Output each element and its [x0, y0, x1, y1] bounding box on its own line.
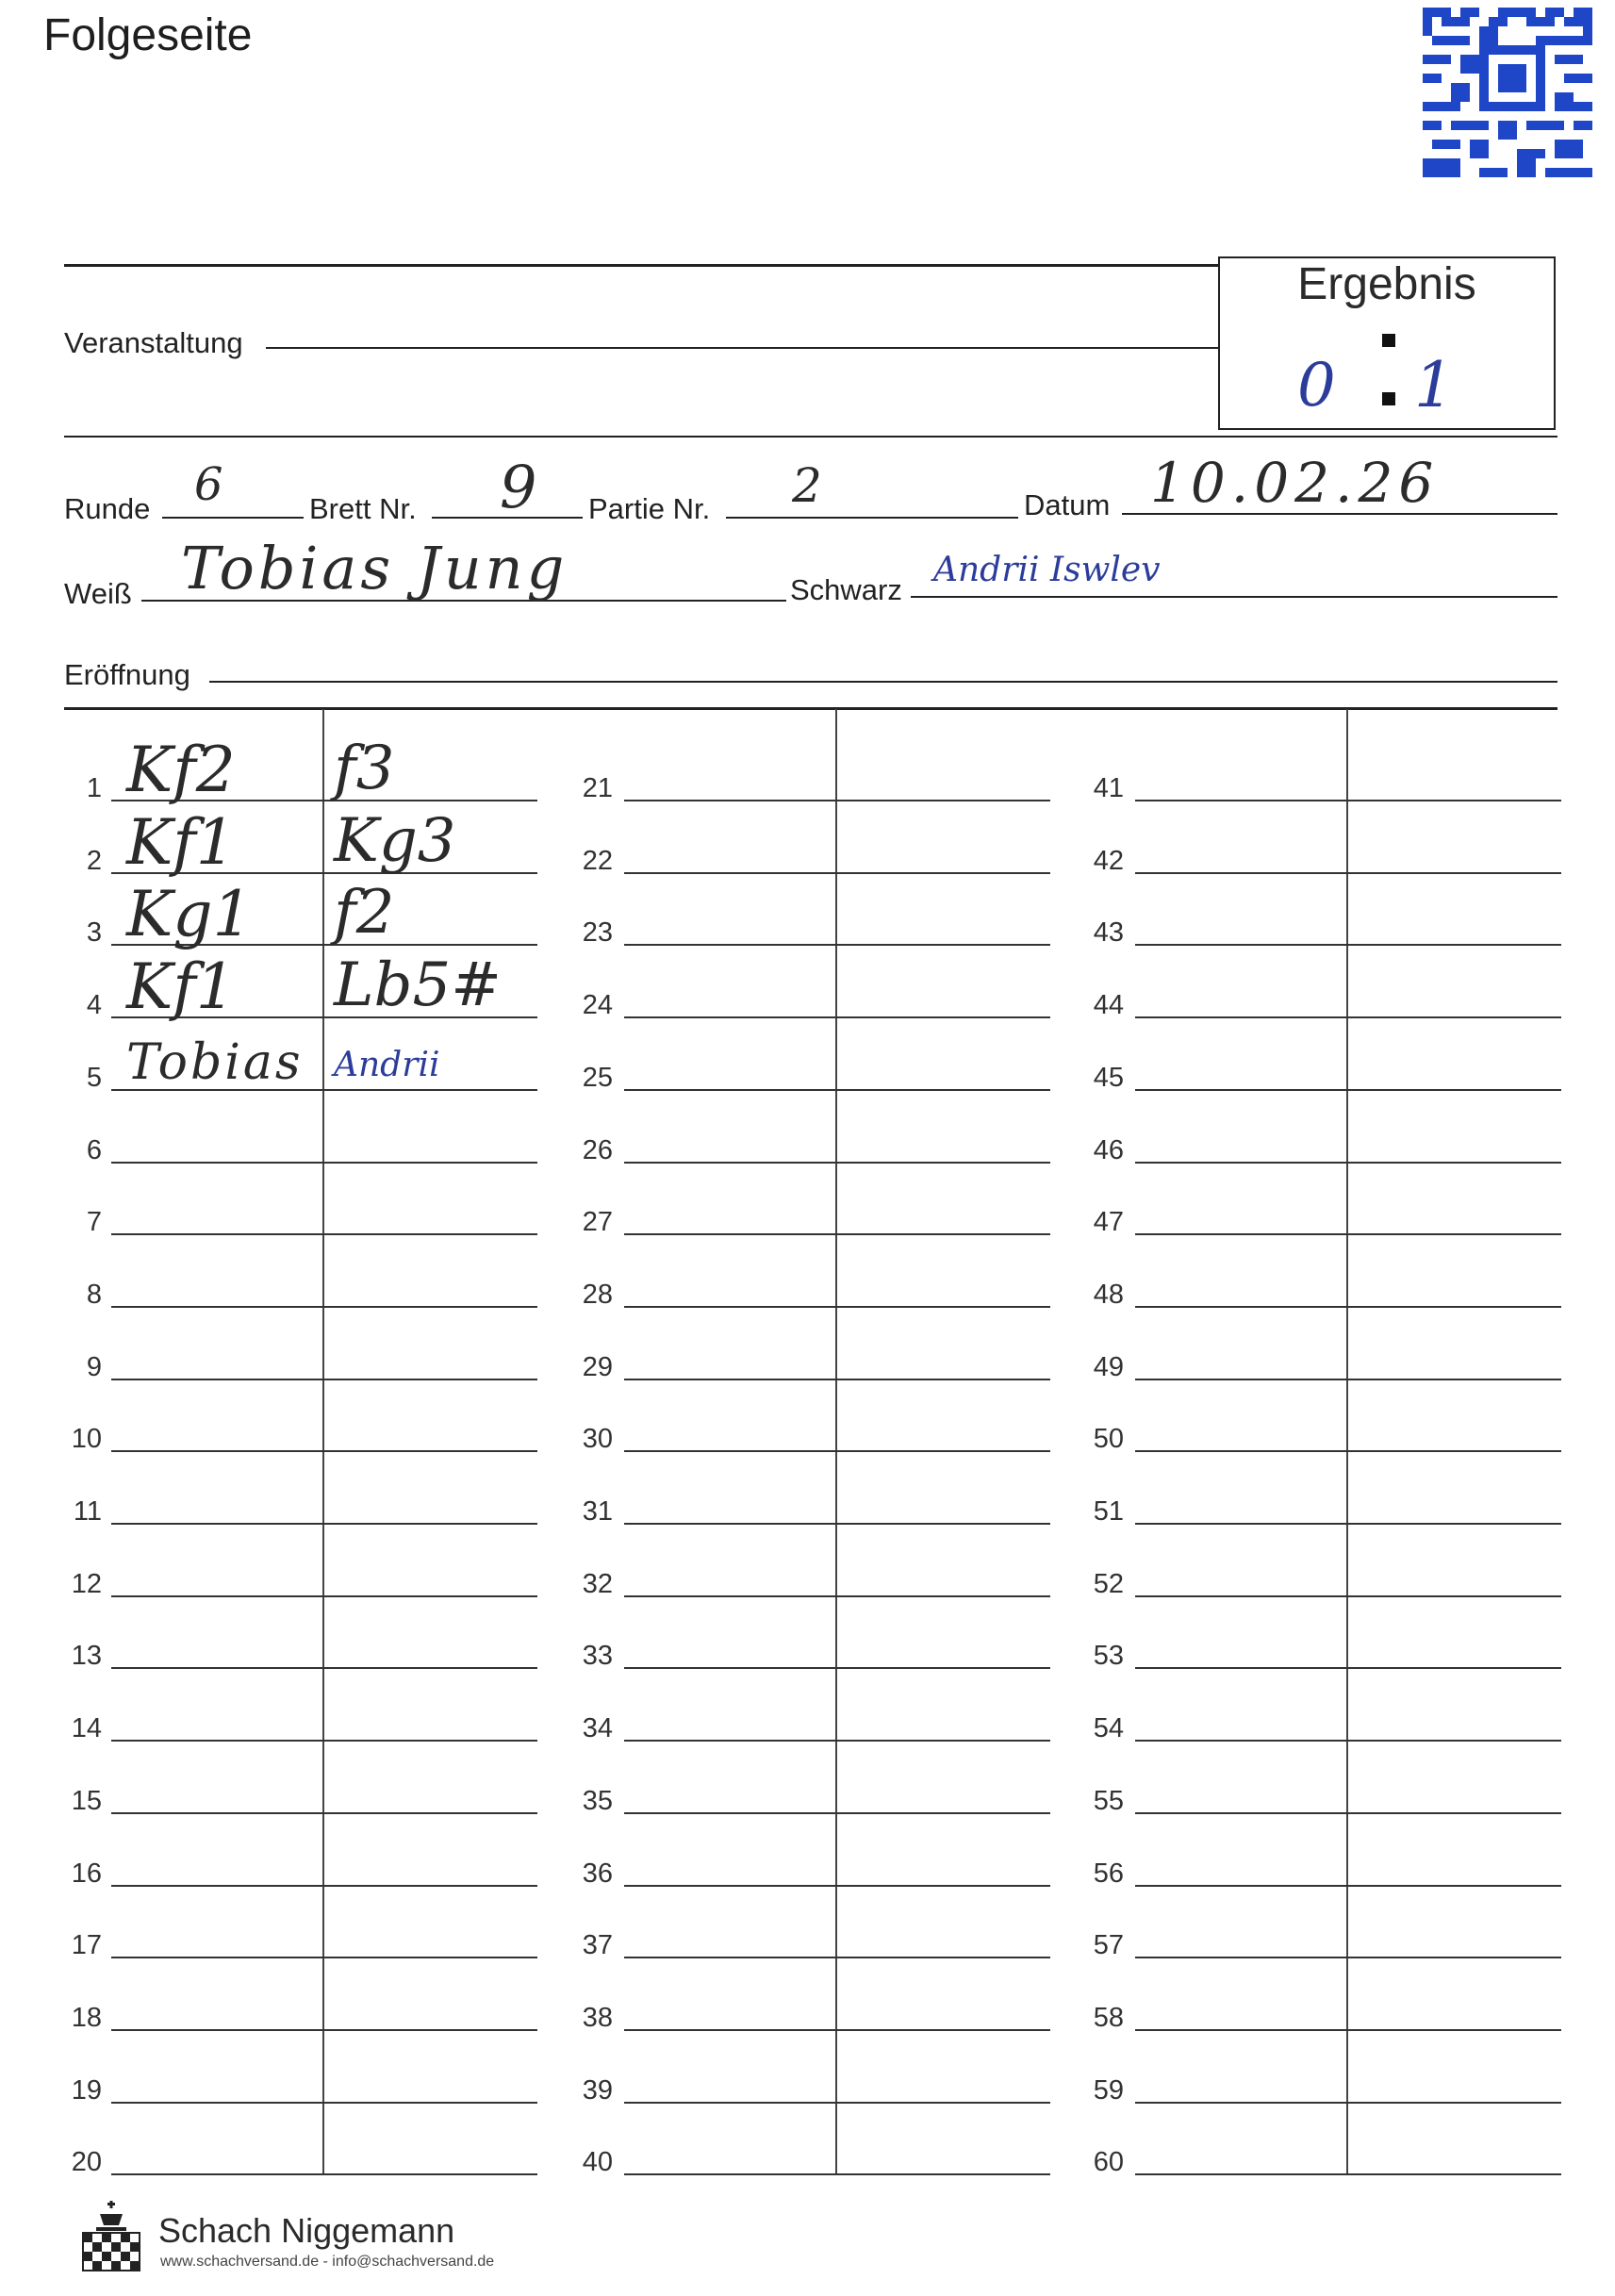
move-number: 40	[582, 2147, 613, 2177]
move-line[interactable]	[111, 1957, 537, 1958]
game-field-line	[726, 517, 1018, 519]
event-label: Veranstaltung	[64, 326, 243, 359]
move-line[interactable]	[624, 800, 1050, 801]
move-line[interactable]	[1135, 1885, 1561, 1887]
move-line[interactable]	[624, 1450, 1050, 1452]
black-field-line	[911, 596, 1557, 598]
move-line[interactable]	[624, 1740, 1050, 1742]
move-number: 41	[1093, 773, 1124, 803]
move-number: 35	[582, 1786, 613, 1816]
column-divider	[835, 709, 837, 2175]
black-label: Schwarz	[790, 573, 902, 606]
move-line[interactable]	[1135, 1450, 1561, 1452]
chess-king-logo-icon	[75, 2201, 147, 2276]
move-number: 43	[1093, 917, 1124, 948]
result-colon-bottom	[1382, 392, 1395, 405]
move-line[interactable]	[624, 1957, 1050, 1958]
footer-contact: www.schachversand.de - info@schachversand.de	[160, 2254, 495, 2270]
opening-field-line	[209, 681, 1557, 683]
result-white-score: 0	[1297, 351, 1336, 421]
move-number: 44	[1093, 990, 1124, 1020]
move-line[interactable]	[1135, 944, 1561, 946]
column-divider	[1346, 709, 1348, 2175]
move-number: 46	[1093, 1135, 1124, 1165]
move-line[interactable]	[624, 1523, 1050, 1525]
move-number: 14	[71, 1713, 102, 1743]
white-move: Kf2	[126, 734, 236, 806]
white-move: Kf1	[126, 950, 236, 1023]
page-title: Folgeseite	[43, 10, 253, 60]
move-line[interactable]	[624, 1306, 1050, 1308]
move-line[interactable]	[624, 1595, 1050, 1597]
move-number: 18	[71, 2003, 102, 2033]
white-move: Tobias	[126, 1034, 304, 1091]
board-value: 9	[500, 453, 537, 521]
white-label: Weiß	[64, 577, 132, 610]
move-line[interactable]	[1135, 2102, 1561, 2104]
move-line[interactable]	[624, 1233, 1050, 1235]
move-line[interactable]	[1135, 1957, 1561, 1958]
move-line[interactable]	[1135, 1667, 1561, 1669]
column-divider	[322, 709, 324, 2175]
move-line[interactable]	[1135, 1812, 1561, 1814]
move-line[interactable]	[624, 2029, 1050, 2031]
round-field-line	[162, 517, 304, 519]
result-label: Ergebnis	[1297, 259, 1476, 309]
move-line[interactable]	[1135, 1162, 1561, 1164]
move-number: 57	[1093, 1930, 1124, 1960]
move-number: 8	[86, 1280, 102, 1310]
move-line[interactable]	[1135, 1089, 1561, 1091]
move-line[interactable]	[111, 1812, 537, 1814]
move-number: 50	[1093, 1424, 1124, 1454]
move-number: 23	[582, 917, 613, 948]
move-number: 21	[582, 773, 613, 803]
qr-code-icon	[1422, 8, 1593, 177]
move-number: 17	[71, 1930, 102, 1960]
move-line[interactable]	[624, 2102, 1050, 2104]
move-number: 24	[582, 990, 613, 1020]
move-number: 22	[582, 846, 613, 876]
move-number: 16	[71, 1858, 102, 1889]
move-line[interactable]	[111, 1885, 537, 1887]
move-number: 28	[582, 1280, 613, 1310]
move-line[interactable]	[1135, 1740, 1561, 1742]
move-number: 29	[582, 1352, 613, 1382]
move-line[interactable]	[111, 1667, 537, 1669]
move-number: 56	[1093, 1858, 1124, 1889]
move-number: 11	[73, 1496, 102, 1527]
move-line[interactable]	[624, 1812, 1050, 1814]
black-move: f2	[334, 878, 395, 948]
move-line[interactable]	[1135, 2029, 1561, 2031]
board-label: Brett Nr.	[309, 492, 417, 525]
move-line[interactable]	[1135, 1595, 1561, 1597]
move-line[interactable]	[111, 2102, 537, 2104]
date-value: 10.02.26	[1150, 451, 1440, 515]
move-number: 7	[86, 1207, 102, 1237]
round-value: 6	[194, 458, 223, 511]
move-line[interactable]	[111, 1233, 537, 1235]
black-player-value: Andrii Iswlev	[933, 551, 1161, 589]
move-line[interactable]	[624, 1885, 1050, 1887]
move-number: 26	[582, 1135, 613, 1165]
move-line[interactable]	[1135, 2173, 1561, 2175]
move-line[interactable]	[1135, 1306, 1561, 1308]
move-number: 58	[1093, 2003, 1124, 2033]
move-number: 25	[582, 1063, 613, 1093]
move-line[interactable]	[624, 1089, 1050, 1091]
date-label: Datum	[1024, 488, 1111, 521]
game-label: Partie Nr.	[588, 492, 711, 525]
move-number: 55	[1093, 1786, 1124, 1816]
move-number: 47	[1093, 1207, 1124, 1237]
game-value: 2	[792, 458, 822, 513]
move-number: 60	[1093, 2147, 1124, 2177]
round-label: Runde	[64, 492, 151, 525]
move-number: 2	[86, 846, 102, 876]
move-number: 42	[1093, 846, 1124, 876]
move-number: 13	[71, 1641, 102, 1671]
black-move: Andrii	[334, 1046, 440, 1084]
move-line[interactable]	[1135, 1523, 1561, 1525]
move-number: 32	[582, 1569, 613, 1599]
move-number: 5	[86, 1063, 102, 1093]
move-number: 33	[582, 1641, 613, 1671]
move-number: 36	[582, 1858, 613, 1889]
move-line[interactable]	[1135, 1016, 1561, 1018]
move-line[interactable]	[624, 1016, 1050, 1018]
move-number: 39	[582, 2075, 613, 2106]
move-number: 38	[582, 2003, 613, 2033]
event-field-line	[266, 347, 1218, 349]
move-line[interactable]	[1135, 1233, 1561, 1235]
move-number: 9	[86, 1352, 102, 1382]
move-number: 30	[582, 1424, 613, 1454]
move-number: 3	[86, 917, 102, 948]
moves-top-border	[64, 707, 1557, 710]
result-box	[1218, 256, 1556, 430]
black-move: Lb5#	[334, 950, 502, 1020]
move-number: 45	[1093, 1063, 1124, 1093]
footer-brand: Schach Niggemann	[158, 2211, 455, 2250]
move-line[interactable]	[1135, 872, 1561, 874]
move-line[interactable]	[111, 1162, 537, 1164]
move-line[interactable]	[624, 1379, 1050, 1380]
move-line[interactable]	[111, 1450, 537, 1452]
move-line[interactable]	[624, 2173, 1050, 2175]
move-line[interactable]	[111, 1306, 537, 1308]
white-player-value: Tobias Jung	[181, 534, 569, 603]
move-number: 27	[582, 1207, 613, 1237]
move-line[interactable]	[111, 1523, 537, 1525]
move-line[interactable]	[624, 1162, 1050, 1164]
move-line[interactable]	[624, 1667, 1050, 1669]
result-colon-top	[1382, 334, 1395, 347]
move-number: 51	[1093, 1496, 1124, 1527]
move-number: 1	[86, 773, 102, 803]
move-number: 34	[582, 1713, 613, 1743]
move-number: 12	[71, 1569, 102, 1599]
move-number: 59	[1093, 2075, 1124, 2106]
top-border-line	[64, 264, 1220, 267]
move-number: 52	[1093, 1569, 1124, 1599]
move-number: 10	[71, 1424, 102, 1454]
opening-label: Eröffnung	[64, 658, 190, 691]
event-bottom-border	[64, 436, 1557, 438]
move-number: 49	[1093, 1352, 1124, 1382]
white-move: Kg1	[126, 878, 253, 950]
black-move: f3	[334, 734, 395, 803]
move-number: 4	[86, 990, 102, 1020]
move-number: 53	[1093, 1641, 1124, 1671]
move-number: 19	[71, 2075, 102, 2106]
move-number: 31	[582, 1496, 613, 1527]
move-line[interactable]	[111, 1740, 537, 1742]
move-number: 6	[86, 1135, 102, 1165]
move-line[interactable]	[111, 1595, 537, 1597]
move-line[interactable]	[624, 944, 1050, 946]
move-number: 48	[1093, 1280, 1124, 1310]
move-number: 20	[71, 2147, 102, 2177]
result-black-score: 1	[1414, 349, 1454, 421]
move-line[interactable]	[111, 1379, 537, 1380]
white-move: Kf1	[126, 806, 236, 879]
move-line[interactable]	[1135, 800, 1561, 801]
move-line[interactable]	[111, 2173, 537, 2175]
move-number: 15	[71, 1786, 102, 1816]
move-number: 54	[1093, 1713, 1124, 1743]
move-line[interactable]	[111, 2029, 537, 2031]
move-number: 37	[582, 1930, 613, 1960]
move-line[interactable]	[1135, 1379, 1561, 1380]
black-move: Kg3	[334, 806, 456, 876]
move-line[interactable]	[624, 872, 1050, 874]
